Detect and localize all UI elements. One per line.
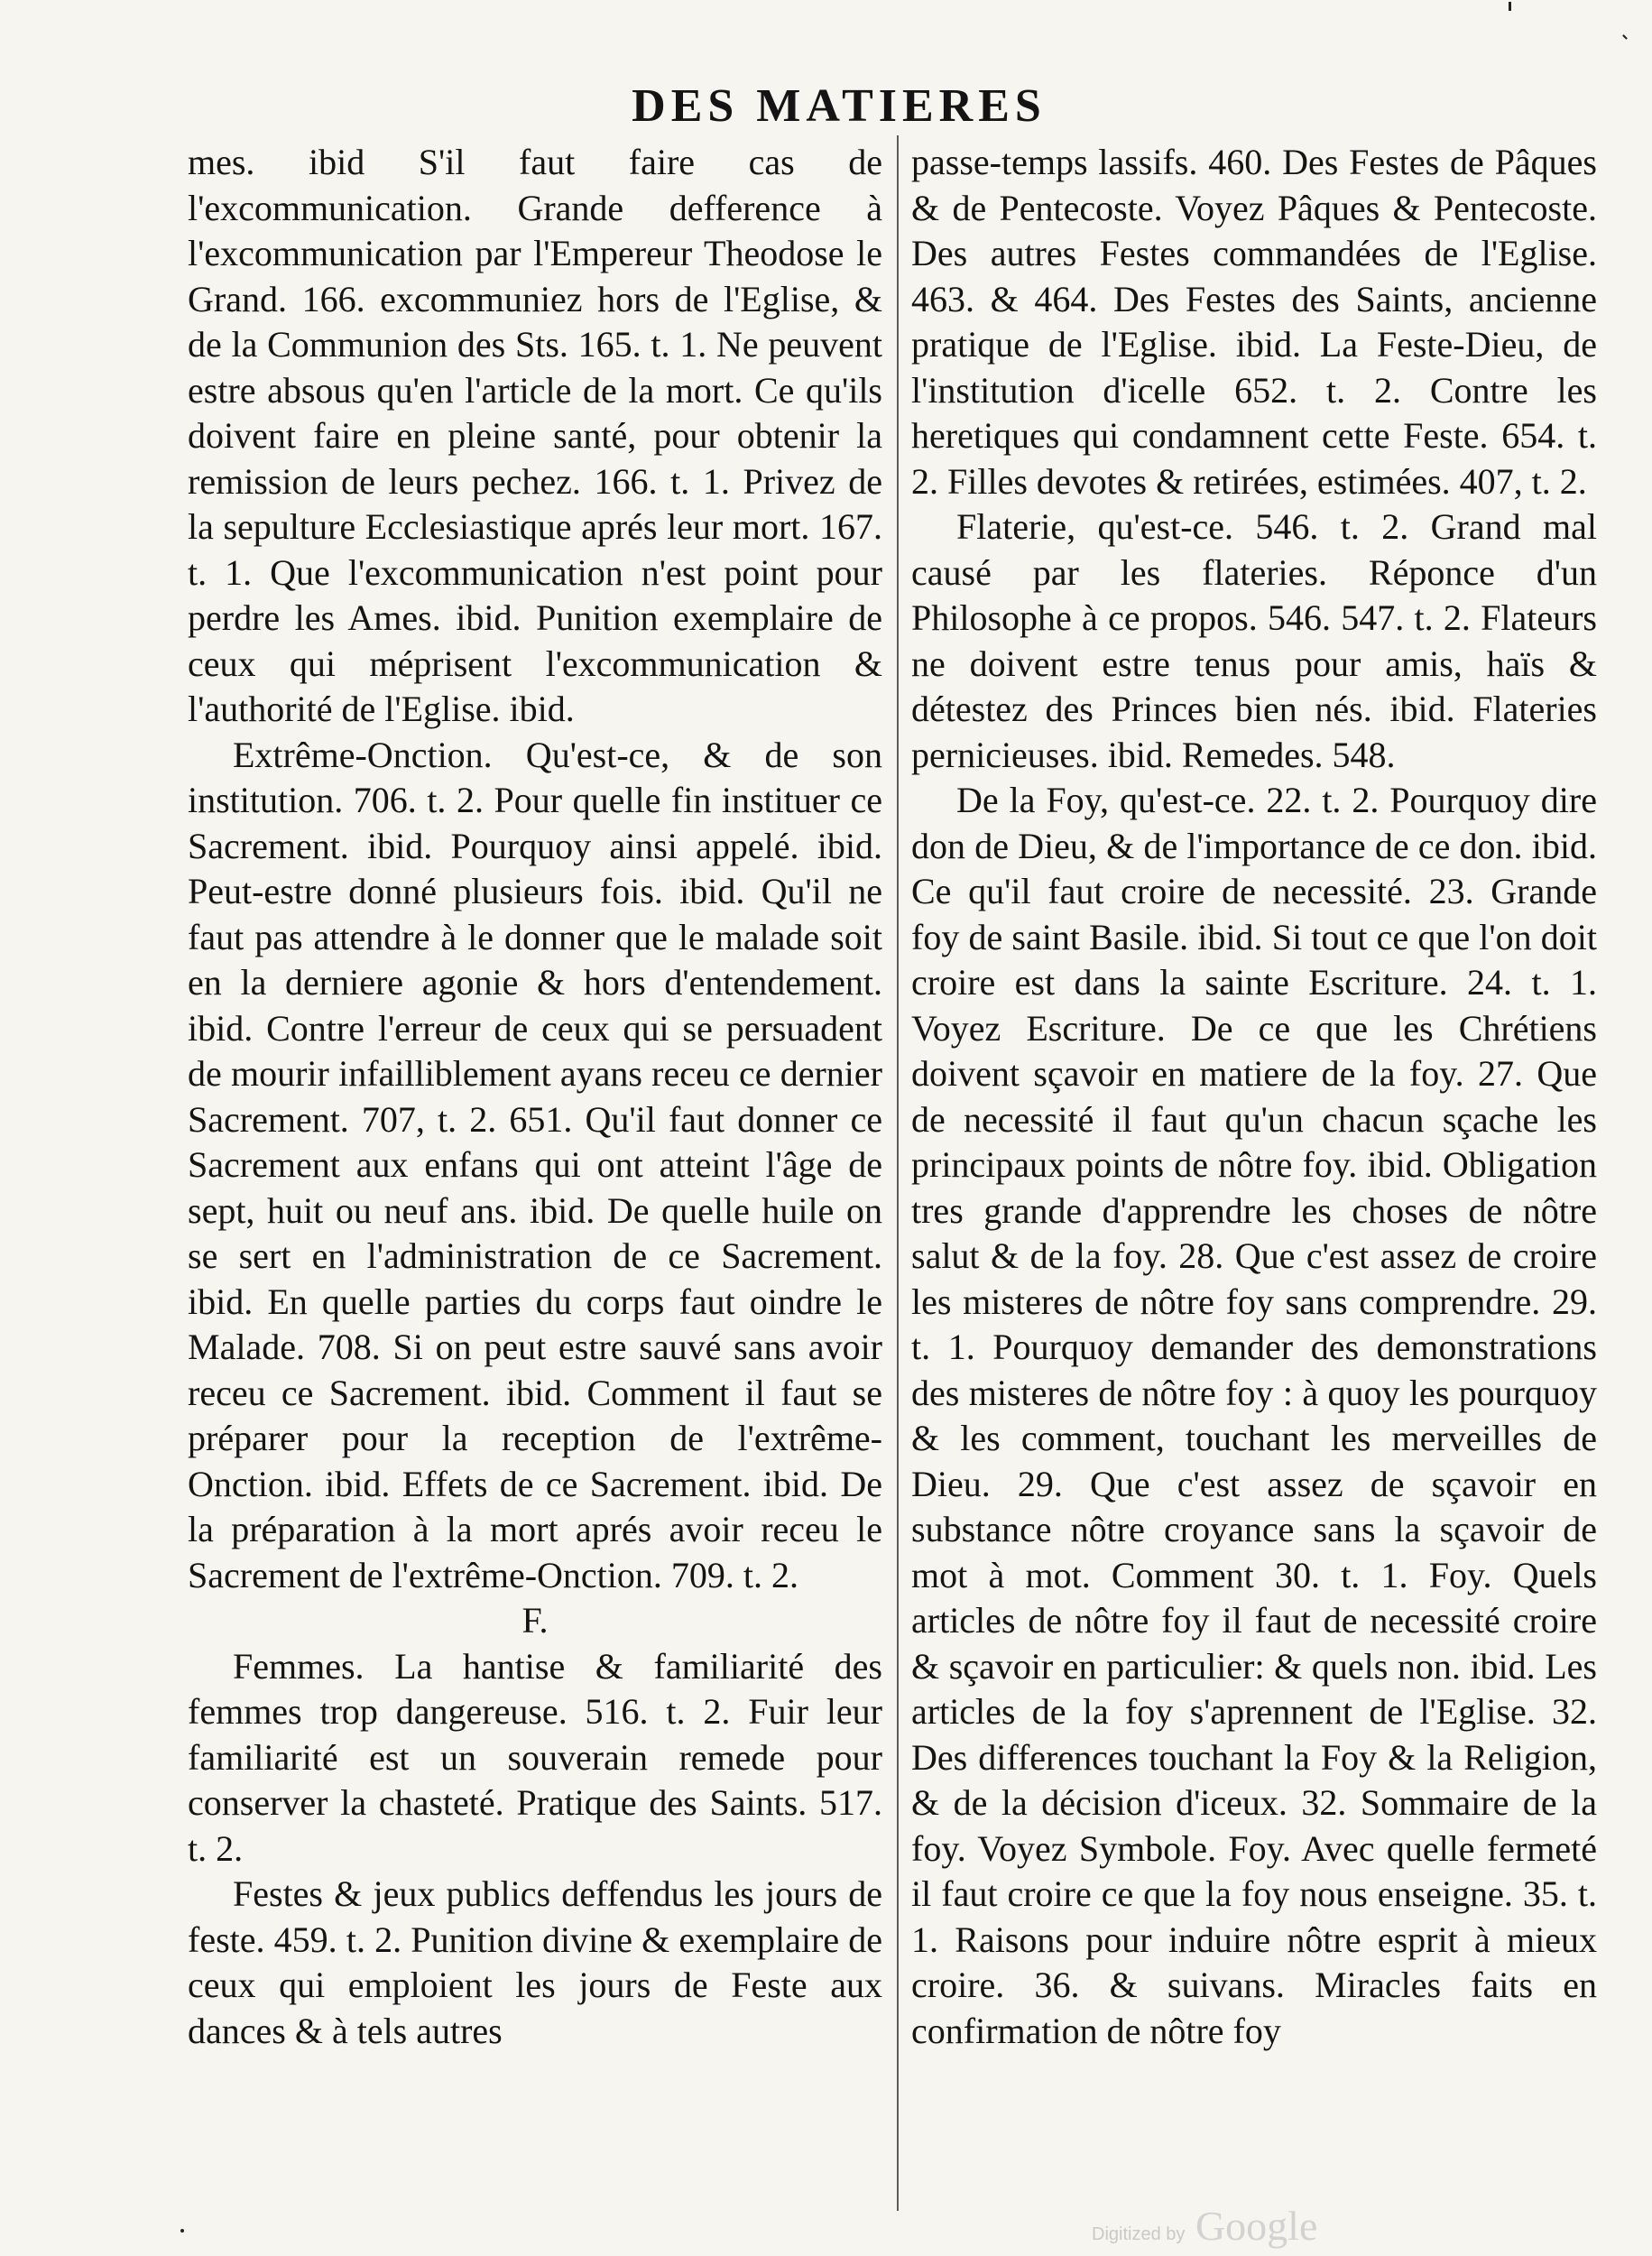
watermark-small: Digitized by [1092, 2224, 1186, 2244]
digitized-watermark [1092, 2202, 1317, 2250]
entry-excommunication: mes. ibid S'il faut faire cas de l'excommunication. Grande defference à l'excommunication par l'Empereur Theodose le Grand. 166. excommuniez hors de l'Eglise, & de la Communion des Sts. 165. t. 1. Ne peuvent estre absous qu'en l'article de la mort. Ce qu'ils doivent faire en pleine santé, pour obtenir la remission de leurs pechez. 166. t. 1. Privez de la sepulture Ecclesiastique aprés leur mort. 167. t. 1. Que l'excommunication n'est point pour perdre les Ames. ibid. Punition exemplaire de ceux qui méprisent l'excommunication & l'authorité de l'Eglise. ibid. [188, 142, 882, 729]
scan-speck [1509, 2, 1511, 11]
scan-speck [1622, 34, 1628, 40]
column-divider [897, 135, 899, 2211]
google-logo-text: Google [1195, 2203, 1318, 2249]
entry-festes: Festes & jeux publics deffendus les jours de feste. 459. t. 2. Punition divine & exemplaire de ceux qui emploient les jours de Feste aux dances & à tels autres [188, 1873, 882, 2051]
scan-speck [180, 2229, 184, 2233]
entry-femmes: Femmes. La hantise & familiarité des femmes trop dangereuse. 516. t. 2. Fuir leur familiarité est un souverain remede pour conserver la chasteté. Pratique des Saints. 517. t. 2. [188, 1645, 882, 1869]
right-column [911, 140, 1597, 2054]
entry-extreme-onction: Extrême-Onction. Qu'est-ce, & de son institution. 706. t. 2. Pour quelle fin instituer ce Sacrement. ibid. Pourquoy ainsi appelé. ibid. Peut-estre donné plusieurs fois. ibid. Qu'il ne faut pas attendre à le donner que le malade soit en la derniere agonie & hors d'entendement. ibid. Contre l'erreur de ceux qui se persuadent de mourir infailliblement ayans receu ce dernier Sacrement. 707, t. 2. 651. Qu'il faut donner ce Sacrement aux enfans qui ont atteint l'âge de sept, huit ou neuf ans. ibid. De quelle huile on se sert en l'administration de ce Sacrement. ibid. En quelle parties du corps faut oindre le Malade. 708. Si on peut estre sauvé sans avoir receu ce Sacrement. ibid. Comment il faut se préparer pour la reception de l'extrême-Onction. ibid. Effets de ce Sacrement. ibid. De la préparation à la mort aprés avoir receu le Sacrement de l'extrême-Onction. 709. t. 2. [188, 734, 882, 1595]
entry-foy: De la Foy, qu'est-ce. 22. t. 2. Pourquoy dire don de Dieu, & de l'importance de ce don. ibid. Ce qu'il faut croire de necessité. 23. Grande foy de saint Basile. ibid. Si tout ce que l'on doit croire est dans la sainte Escriture. 24. t. 1. Voyez Escriture. De ce que les Chrétiens doivent sçavoir en matiere de la foy. 27. Que de necessité il faut qu'un chacun sçache les principaux points de nôtre foy. ibid. Obligation tres grande d'apprendre les choses de nôtre salut & de la foy. 28. Que c'est assez de croire les misteres de nôtre foy sans comprendre. 29. t. 1. Pourquoy demander des demonstrations des misteres de nôtre foy : à quoy les pourquoy & les comment, touchant les merveilles de Dieu. 29. Que c'est assez de sçavoir en substance nôtre croyance sans la sçavoir de mot à mot. Comment 30. t. 1. Foy. Quels articles de nôtre foy il faut de necessité croire & sçavoir en particulier: & quels non. ibid. Les articles de la foy s'aprennent de l'Eglise. 32. Des differences touchant la Foy & la Religion, & de la décision d'iceux. 32. Sommaire de la foy. Voyez Symbole. Foy. Avec quelle fermeté il faut croire ce que la foy nous enseigne. 35. t. 1. Raisons pour induire nôtre esprit à mieux croire. 36. & suivans. Miracles faits en confirmation de nôtre foy [911, 780, 1597, 2051]
left-column [188, 140, 882, 2054]
page-header: DES MATIERES [632, 80, 1047, 132]
entry-flaterie: Flaterie, qu'est-ce. 546. t. 2. Grand mal causé par les flateries. Réponce d'un Philosophe à ce propos. 546. 547. t. 2. Flateurs ne doivent estre tenus pour amis, haïs & détestez des Princes bien nés. ibid. Flateries pernicieuses. ibid. Remedes. 548. [911, 506, 1597, 775]
entry-festes-continued: passe-temps lassifs. 460. Des Festes de Pâques & de Pentecoste. Voyez Pâques & Pentecoste. Des autres Festes commandées de l'Eglise. 463. & 464. Des Festes des Saints, ancienne pratique de l'Eglise. ibid. La Feste-Dieu, de l'institution d'icelle 652. t. 2. Contre les heretiques qui condamnent cette Feste. 654. t. 2. Filles devotes & retirées, estimées. 407, t. 2. [911, 142, 1597, 502]
section-letter: F. [521, 1600, 549, 1641]
